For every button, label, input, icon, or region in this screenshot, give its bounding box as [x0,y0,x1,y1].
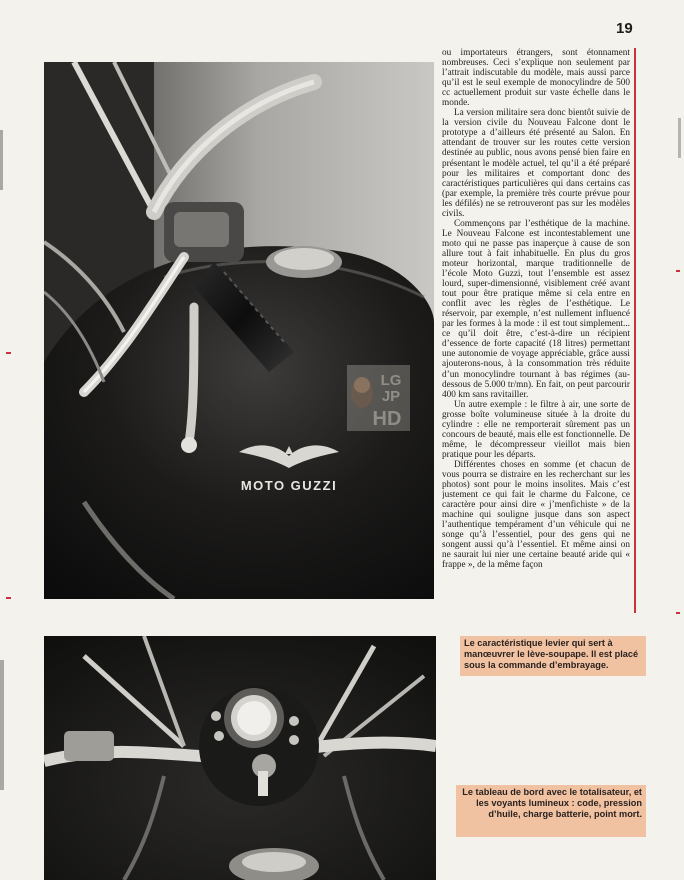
svg-text:LG: LG [380,372,402,389]
tank-logo-text: MOTO GUZZI [240,478,338,493]
article-text-column [442,48,636,613]
edge-smudge [0,660,4,790]
article-paragraph: La version militaire sera donc bientôt suivie de la version civile du Nouveau Falcone dont le prototype a d’ailleurs été présenté au Salon. En attendant de trouver sur les routes cette version destinée au public, nous avons pensé bien faire en présentant le modèle actuel, tel qu’il a été préparé pour les militaires et comportant donc des caractéristiques particulières qui dans certains cas (par exemple, la première très courte prévue pour les défilés) ne se retrouveront pas sur les modèles civils. [442,108,630,219]
svg-text:HD: HD [372,408,402,430]
dashboard-caption: Le tableau de bord avec le totalisateur, et les voyants lumineux : code, pression d’huile, charge batterie, point mort. [456,785,646,837]
page-number: 19 [616,20,633,37]
article-paragraph: Différentes choses en somme (et chacun de vous pourra se distraire en les recherchant sur les photos) sont pour le moins insolites. Mais c’est justement ce qui fait le charme du Falcone, ce caractère pour ainsi dire « j’menfichiste » de la machine qui souligne jusque dans son aspect l’authentique tempérament d’un véhicule qui ne songe qu’à l’essentiel, pour des gens qui ne songent aussi qu’à l’essentiel. Et même ainsi on ne saurait lui nier une certaine beauté aride qui « frappe », de la même façon [442,459,630,571]
margin-mark [676,270,680,272]
edge-smudge [678,118,681,158]
article-paragraph: Commençons par l’esthétique de la machine. Le Nouveau Falcone est incontestablement une moto qui ne passe pas inaperçue à cause de son allure tout à fait inhabituelle. En plus du gros moteur horizontal, marque traditionnelle de l’école Moto Guzzi, tout l’ensemble est assez lourd, super-dimensionné, visiblement créé avant tout pour être pratique même si cela entre en conflit avec les règles de l’esthétique. Le réservoir, par exemple, n’est nullement influencé par les formes à la mode : il est tout simplement... ce qu’il doit être, c’est-à-dire un récipient d’essence de forte capacité (18 litres) permettant une autonomie de voyage appréciable, grâce aussi ajouterons-nous, à la consommation très réduite d’un monocylindre tournant à bas régimes (au-dessous de 5.000 tr/mn). En fait, on peut parcourir 400 km sans ravitailler. [442,218,630,400]
margin-mark [6,597,11,599]
lever-and-tank-photo [44,62,434,599]
lever-caption: Le caractéristique levier qui sert à manœuvrer le lève-soupape. Il est placé sous la commande d’embrayage. [460,636,646,676]
svg-text:JP: JP [381,388,401,405]
watermark-logo [347,365,410,431]
edge-smudge [0,130,3,190]
article-paragraph: ou importateurs étrangers, sont étonnament nombreuses. Ceci s’explique non seulement par l’attrait indiscutable du modèle, mais aussi parce qu’il est le seul exemple de monocylindre de 500 cc actuellement produit sur vaste échelle dans le monde. [442,48,630,109]
margin-mark [6,352,11,354]
article-paragraph: Un autre exemple : le filtre à air, une sorte de grosse boîte volumineuse située à la droite du cylindre : elle ne remporterait sûrement pas un concours de beauté, mais elle est fonctionnelle. De même, le décompresseur vieillot mais bien pratique pour les départs. [442,399,630,460]
dashboard-photo [44,636,436,880]
margin-mark [676,612,680,614]
